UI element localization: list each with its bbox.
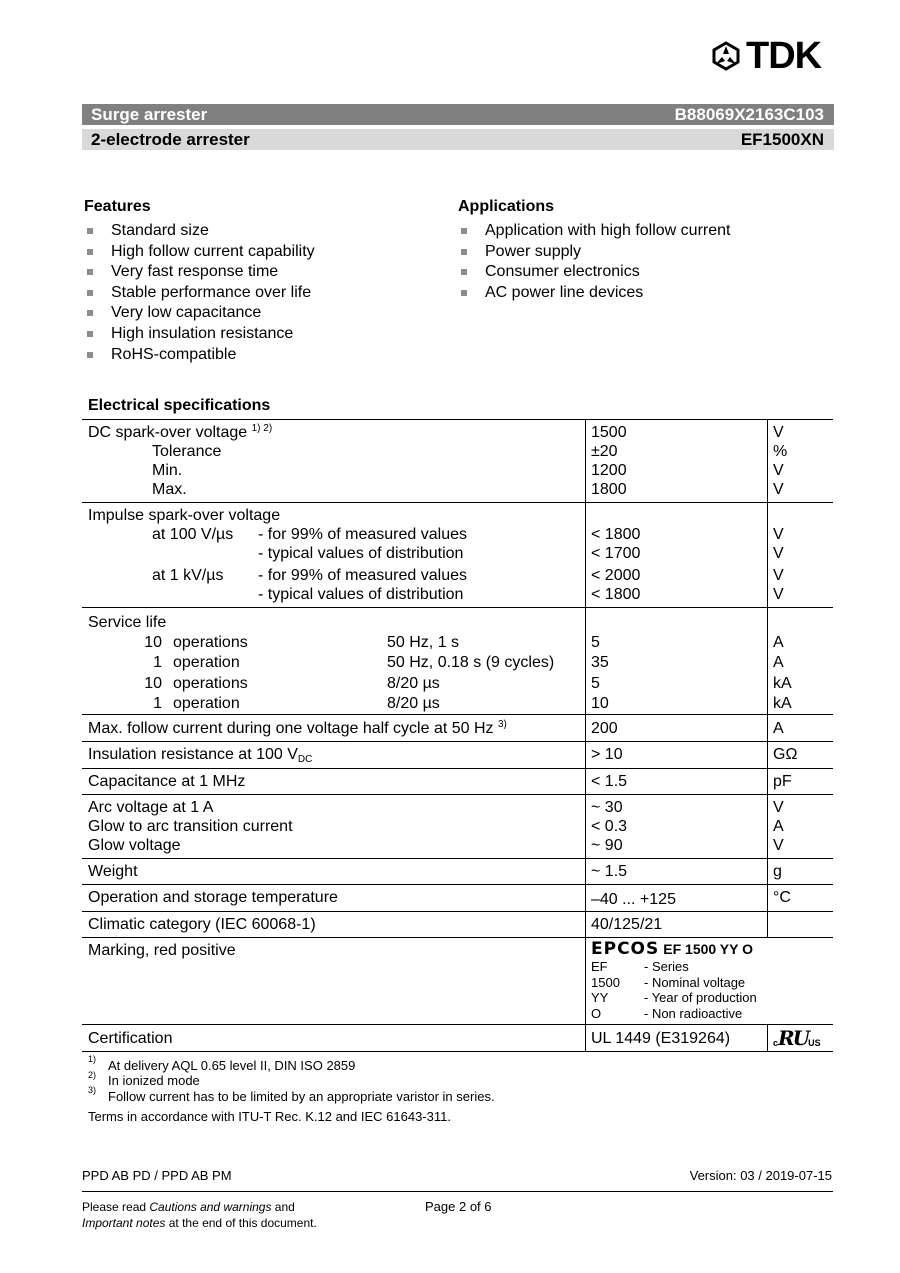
terms-note: Terms in accordance with ITU-T Rec. K.12 and IEC 61643-311. <box>88 1109 451 1124</box>
bullet-icon <box>461 228 467 234</box>
dc-tolerance-unit: % <box>773 443 788 460</box>
table-rule <box>82 768 833 769</box>
marking-label: Marking, red positive <box>88 942 236 959</box>
marking-code: EF 1500 YY O <box>663 941 754 957</box>
bullet-icon <box>87 310 93 316</box>
list-item: Very low capacitance <box>84 303 315 324</box>
table-col-rule <box>585 419 586 1051</box>
electrical-specs-title: Electrical specifications <box>88 397 271 414</box>
temperature-value: –40 ... +125 <box>591 891 676 908</box>
marking-desc: - Series <box>644 959 689 974</box>
glow-voltage-unit: V <box>773 837 784 854</box>
marking-key: 1500 <box>591 975 620 990</box>
service-value: 5 <box>591 675 600 692</box>
impulse-desc: - for 99% of measured values <box>258 567 467 584</box>
order-code: B88069X2163C103 <box>674 104 824 124</box>
dc-spark-over-label: DC spark-over voltage $^{1) 2)}$ <box>88 423 273 441</box>
insulation-unit: GΩ <box>773 746 798 763</box>
follow-current-unit: A <box>773 720 784 737</box>
footnote-number: 2) <box>88 1070 97 1080</box>
list-item: Stable performance over life <box>84 283 315 304</box>
bullet-icon <box>461 249 467 255</box>
page-number: Page 2 of 6 <box>425 1199 492 1214</box>
glow-voltage-value: ~ 90 <box>591 837 623 854</box>
weight-value: ~ 1.5 <box>591 863 628 880</box>
bullet-icon <box>87 228 93 234</box>
footnote-text: At delivery AQL 0.65 level II, DIN ISO 2859 <box>108 1058 356 1073</box>
dc-min-label: Min. <box>152 462 183 479</box>
applications-title: Applications <box>458 198 555 215</box>
table-rule <box>82 714 833 715</box>
insulation-label: Insulation resistance at 100 $V_{DC}$ <box>88 746 313 765</box>
table-rule <box>82 911 833 912</box>
type-code: EF1500XN <box>740 129 824 149</box>
service-count: 1 <box>153 695 162 712</box>
ul-recognized-icon: c RU US <box>773 1026 821 1050</box>
header-bar-product <box>82 104 834 125</box>
bullet-icon <box>87 331 93 337</box>
marking-desc: - Nominal voltage <box>644 975 746 990</box>
certification-value: UL 1449 (E319264) <box>591 1030 731 1047</box>
department-code: PPD AB PD / PPD AB PM <box>82 1168 232 1183</box>
arc-voltage-unit: V <box>773 799 784 816</box>
service-op: operation <box>173 654 240 671</box>
product-type: Surge arrester <box>91 104 208 124</box>
list-item: Standard size <box>84 221 315 242</box>
dc-max-unit: V <box>773 481 784 498</box>
list-item: High insulation resistance <box>84 324 315 345</box>
footnote-number: 3) <box>88 1085 97 1095</box>
dc-nominal-value: 1500 <box>591 424 627 441</box>
certification-label: Certification <box>88 1030 173 1047</box>
table-rule <box>82 502 833 503</box>
product-subtitle: 2-electrode arrester <box>91 129 250 149</box>
service-cond: 50 Hz, 0.18 s (9 cycles) <box>387 654 555 671</box>
impulse-unit: V <box>773 586 784 603</box>
epcos-marking <box>591 939 753 959</box>
list-item: High follow current capability <box>84 242 315 263</box>
impulse-rate: at 100 V/µs <box>152 526 234 543</box>
list-item: Power supply <box>458 242 730 263</box>
marking-desc: - Non radioactive <box>644 1006 743 1021</box>
impulse-unit: V <box>773 545 784 562</box>
table-rule <box>82 1024 833 1025</box>
dc-max-value: 1800 <box>591 481 627 498</box>
dc-tolerance-label: Tolerance <box>152 443 222 460</box>
tdk-logo-text: TDK <box>746 35 822 77</box>
service-op: operation <box>173 695 240 712</box>
footer-rule <box>82 1191 833 1192</box>
capacitance-label: Capacitance at 1 MHz <box>88 773 246 790</box>
service-count: 10 <box>144 634 162 651</box>
tdk-logo-icon <box>710 40 742 72</box>
temperature-label: Operation and storage temperature <box>88 889 338 906</box>
bullet-icon <box>87 269 93 275</box>
service-cond: 8/20 µs <box>387 695 440 712</box>
dc-tolerance-value: ±20 <box>591 443 618 460</box>
marking-key: O <box>591 1006 602 1021</box>
climatic-value: 40/125/21 <box>591 916 663 933</box>
marking-key: EF <box>591 959 608 974</box>
impulse-value: < 1800 <box>591 586 641 603</box>
capacitance-value: < 1.5 <box>591 773 628 790</box>
header-bar-type <box>82 129 834 150</box>
service-cond: 50 Hz, 1 s <box>387 634 460 651</box>
bullet-icon <box>87 352 93 358</box>
temperature-unit: °C <box>773 889 791 906</box>
service-unit: A <box>773 654 784 671</box>
table-rule <box>82 937 833 938</box>
follow-current-value: 200 <box>591 720 618 737</box>
bullet-icon <box>461 269 467 275</box>
marking-desc: - Year of production <box>644 990 757 1005</box>
table-rule <box>82 794 833 795</box>
service-life-label: Service life <box>88 614 167 631</box>
dc-max-label: Max. <box>152 481 187 498</box>
service-op: operations <box>173 634 248 651</box>
glow-voltage-label: Glow voltage <box>88 837 181 854</box>
impulse-desc: - typical values of distribution <box>258 545 464 562</box>
service-cond: 8/20 µs <box>387 675 440 692</box>
follow-current-label: Max. follow current during one voltage half cycle at 50 Hz $^{3)}$ <box>88 719 507 737</box>
footnote-number: 1) <box>88 1054 97 1064</box>
tdk-logo <box>710 35 822 77</box>
service-count: 1 <box>153 654 162 671</box>
service-unit: kA <box>773 675 792 692</box>
version-info: Version: 03 / 2019-07-15 <box>689 1168 832 1183</box>
table-rule <box>82 741 833 742</box>
list-item: RoHS-compatible <box>84 345 315 366</box>
glow-arc-label: Glow to arc transition current <box>88 818 293 835</box>
capacitance-unit: pF <box>773 773 792 790</box>
table-rule <box>82 1051 833 1052</box>
footnote-text: Follow current has to be limited by an appropriate varistor in series. <box>108 1089 495 1104</box>
impulse-rate: at 1 kV/µs <box>152 567 224 584</box>
table-rule <box>82 419 833 420</box>
applications-list <box>458 221 730 303</box>
dc-nominal-unit: V <box>773 424 784 441</box>
impulse-value: < 1700 <box>591 545 641 562</box>
bullet-icon <box>87 290 93 296</box>
table-col-rule <box>767 419 768 937</box>
weight-unit: g <box>773 863 782 880</box>
service-unit: A <box>773 634 784 651</box>
glow-arc-unit: A <box>773 818 784 835</box>
service-value: 35 <box>591 654 609 671</box>
features-list <box>84 221 315 365</box>
list-item: AC power line devices <box>458 283 730 304</box>
features-title: Features <box>84 198 151 215</box>
bullet-icon <box>87 249 93 255</box>
impulse-label: Impulse spark-over voltage <box>88 507 281 524</box>
glow-arc-value: < 0.3 <box>591 818 628 835</box>
footnote-text: In ionized mode <box>108 1073 200 1088</box>
impulse-unit: V <box>773 526 784 543</box>
weight-label: Weight <box>88 863 138 880</box>
table-rule <box>82 884 833 885</box>
list-item: Consumer electronics <box>458 262 730 283</box>
marking-key: YY <box>591 990 609 1005</box>
insulation-value: > 10 <box>591 746 623 763</box>
service-count: 10 <box>144 675 162 692</box>
epcos-logo: EPCOS <box>591 939 660 959</box>
bullet-icon <box>461 290 467 296</box>
impulse-value: < 1800 <box>591 526 641 543</box>
climatic-label: Climatic category (IEC 60068-1) <box>88 916 316 933</box>
service-value: 5 <box>591 634 600 651</box>
impulse-desc: - typical values of distribution <box>258 586 464 603</box>
dc-min-unit: V <box>773 462 784 479</box>
service-value: 10 <box>591 695 609 712</box>
arc-voltage-label: Arc voltage at 1 A <box>88 799 214 816</box>
table-rule <box>82 858 833 859</box>
footer-note: Please read Cautions and warnings and Important notes at the end of this document. <box>82 1200 317 1230</box>
impulse-desc: - for 99% of measured values <box>258 526 467 543</box>
dc-min-value: 1200 <box>591 462 627 479</box>
arc-voltage-value: ~ 30 <box>591 799 623 816</box>
impulse-unit: V <box>773 567 784 584</box>
table-col-rule <box>767 1024 768 1051</box>
table-rule <box>82 607 833 608</box>
service-unit: kA <box>773 695 792 712</box>
service-op: operations <box>173 675 248 692</box>
list-item: Application with high follow current <box>458 221 730 242</box>
impulse-value: < 2000 <box>591 567 641 584</box>
list-item: Very fast response time <box>84 262 315 283</box>
